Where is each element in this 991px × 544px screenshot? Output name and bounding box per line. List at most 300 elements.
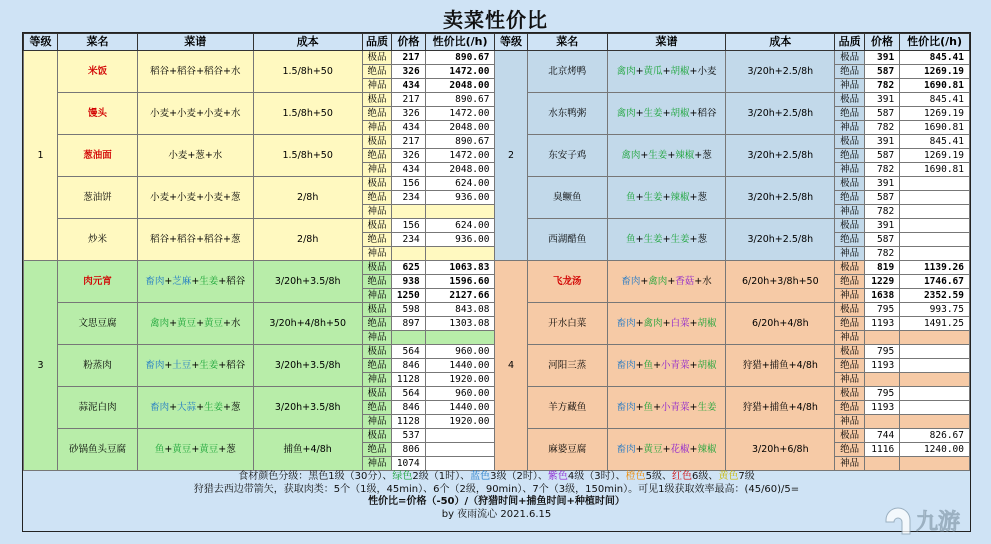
quality-label: 神品 (362, 205, 391, 219)
recipe-ingredient: 畜肉 (616, 359, 636, 371)
recipe-ingredient: 小麦 (204, 191, 224, 203)
footer-legend-segment: 4级（3时）、 (567, 471, 626, 482)
quality-label: 神品 (835, 121, 864, 135)
recipe-ingredient: +小麦 (689, 65, 717, 77)
quality-label: 绝品 (835, 359, 864, 373)
price-cell: 1074 (392, 457, 426, 471)
recipe-ingredient: 生姜 (643, 107, 663, 119)
ratio-cell: 890.67 (425, 135, 495, 149)
ratio-cell: 1690.81 (900, 79, 970, 93)
column-header: 菜名 (527, 34, 607, 51)
recipe-ingredient: +葱 (694, 149, 712, 161)
price-cell: 1250 (392, 289, 426, 303)
dish-recipe (137, 93, 253, 135)
quality-label: 极品 (835, 51, 864, 65)
dish-name: 开水白菜 (527, 303, 607, 345)
dish-cost: 捕鱼+4/8h (253, 429, 362, 471)
recipe-ingredient: 小青菜 (661, 359, 690, 371)
recipe-ingredient: 辣椒 (697, 443, 717, 455)
ratio-cell (900, 359, 970, 373)
dish-name: 葱油饼 (57, 177, 137, 219)
dish-recipe (607, 303, 725, 345)
dish-recipe (607, 177, 725, 219)
recipe-ingredient: 白菜 (670, 317, 690, 329)
footer-legend-segment: 5级、 (645, 471, 672, 482)
dish-name: 河阳三蒸 (527, 345, 607, 387)
recipe-ingredient: 小麦 (150, 107, 170, 119)
price-cell (392, 331, 426, 345)
recipe-ingredient: + (196, 233, 205, 245)
recipe-ingredient: +葱 (218, 443, 236, 455)
dish-recipe (607, 429, 725, 471)
ratio-cell: 826.67 (900, 429, 970, 443)
recipe-ingredient: 稻谷 (177, 233, 197, 245)
recipe-ingredient: + (169, 317, 178, 329)
quality-label: 神品 (835, 457, 864, 471)
ratio-cell: 1063.83 (425, 261, 495, 275)
recipe-ingredient: 胡椒 (670, 107, 690, 119)
recipe-ingredient: 稻谷 (177, 65, 197, 77)
quality-label: 绝品 (362, 317, 391, 331)
quality-label: 绝品 (835, 107, 864, 121)
ratio-cell (900, 415, 970, 429)
recipe-ingredient: 畜肉 (616, 443, 636, 455)
recipe-ingredient: + (662, 233, 671, 245)
recipe-ingredient: 小麦 (168, 149, 188, 161)
ratio-cell (425, 443, 495, 457)
recipe-ingredient: 鱼 (626, 191, 636, 203)
column-header: 菜谱 (607, 34, 725, 51)
quality-label: 神品 (362, 289, 391, 303)
dish-cost: 3/20h+3.5/8h (253, 345, 362, 387)
recipe-ingredient: + (169, 191, 178, 203)
level-cell: 4 (495, 261, 527, 471)
column-header: 价格 (864, 34, 899, 51)
ratio-cell: 1269.19 (900, 65, 970, 79)
quality-label: 神品 (362, 121, 391, 135)
dish-cost: 2/8h (253, 219, 362, 261)
price-cell: 217 (392, 51, 426, 65)
price-cell: 391 (864, 219, 899, 233)
recipe-ingredient: 稻谷 (150, 233, 170, 245)
dish-cost: 3/20h+2.5/8h (726, 177, 835, 219)
footer-legend-segment: 紫色 (547, 471, 568, 482)
recipe-ingredient: +水 (223, 317, 241, 329)
quality-label: 绝品 (362, 191, 391, 205)
dish-cost: 狩猎+捕鱼+4/8h (726, 387, 835, 429)
quality-label: 神品 (835, 373, 864, 387)
recipe-ingredient: + (164, 359, 173, 371)
dish-name: 馒头 (57, 93, 137, 135)
recipe-ingredient: 禽肉 (648, 275, 668, 287)
recipe-ingredient: 黄豆 (204, 317, 224, 329)
ratio-cell: 890.67 (425, 93, 495, 107)
recipe-ingredient: + (635, 107, 644, 119)
recipe-ingredient: + (196, 191, 205, 203)
price-cell: 795 (864, 387, 899, 401)
dish-name: 羊方藏鱼 (527, 387, 607, 429)
recipe-ingredient: +水 (694, 275, 712, 287)
quality-label: 绝品 (835, 275, 864, 289)
dish-cost: 3/20h+2.5/8h (726, 93, 835, 135)
footer-legend-segment: 红色 (671, 471, 692, 482)
price-cell: 217 (392, 135, 426, 149)
ratio-cell: 993.75 (900, 303, 970, 317)
ratio-cell (900, 177, 970, 191)
recipe-ingredient: + (662, 317, 671, 329)
price-cell: 795 (864, 303, 899, 317)
ratio-cell: 1472.00 (425, 149, 495, 163)
price-cell: 234 (392, 233, 426, 247)
price-cell: 564 (392, 345, 426, 359)
quality-label: 极品 (362, 303, 391, 317)
ratio-cell: 2352.59 (900, 289, 970, 303)
recipe-ingredient: + (196, 107, 205, 119)
recipe-ingredient: 辣椒 (675, 149, 695, 161)
quality-label: 绝品 (362, 275, 391, 289)
quality-label: 绝品 (362, 401, 391, 415)
quality-label: 极品 (835, 135, 864, 149)
recipe-ingredient: + (689, 443, 698, 455)
price-cell: 782 (864, 163, 899, 177)
quality-label: 极品 (835, 219, 864, 233)
footer-legend-segment: 3级（2时）、 (490, 471, 548, 482)
footer-line-color-legend (23, 471, 970, 484)
quality-label: 极品 (835, 387, 864, 401)
ratio-cell: 1240.00 (900, 443, 970, 457)
ratio-cell (900, 233, 970, 247)
ratio-cell: 960.00 (425, 387, 495, 401)
price-cell: 156 (392, 177, 426, 191)
recipe-ingredient: +水 (223, 107, 241, 119)
recipe-ingredient: 小麦 (204, 107, 224, 119)
grid-table (23, 33, 970, 471)
price-cell: 795 (864, 345, 899, 359)
ratio-cell (900, 219, 970, 233)
dish-cost: 6/20h+4/8h (726, 303, 835, 345)
recipe-ingredient: 生姜 (697, 401, 717, 413)
price-cell: 391 (864, 93, 899, 107)
quality-label: 极品 (362, 387, 391, 401)
recipe-ingredient: + (196, 317, 205, 329)
column-header: 品质 (835, 34, 864, 51)
quality-label: 极品 (362, 345, 391, 359)
dish-name: 蒜泥白肉 (57, 387, 137, 429)
quality-label: 绝品 (835, 317, 864, 331)
recipe-ingredient: 畜肉 (145, 359, 165, 371)
dish-cost: 6/20h+3/8h+50 (726, 261, 835, 303)
ratio-cell (900, 457, 970, 471)
recipe-ingredient: + (196, 401, 205, 413)
quality-label: 极品 (362, 93, 391, 107)
dish-recipe (607, 135, 725, 177)
quality-label: 极品 (835, 429, 864, 443)
recipe-ingredient: 土豆 (172, 359, 192, 371)
dish-name: 砂锅鱼头豆腐 (57, 429, 137, 471)
recipe-ingredient: 鱼 (626, 233, 636, 245)
recipe-ingredient: 稻谷 (150, 65, 170, 77)
dish-recipe (137, 261, 253, 303)
recipe-ingredient: +水 (204, 149, 223, 161)
footer-line-hunting: 狩猎去西边带箭矢，获取肉类：5个（1级，45min）、6个（2级，90min）、7个（3级，150min）。可见1级获取效率最高：(45/60)/5= (193, 483, 800, 495)
dish-name: 北京烤鸭 (527, 51, 607, 93)
jiuyou-watermark-logo (880, 500, 985, 540)
recipe-ingredient: 胡椒 (697, 317, 717, 329)
ratio-cell: 624.00 (425, 219, 495, 233)
recipe-ingredient: + (169, 233, 178, 245)
price-cell (864, 457, 899, 471)
footer-legend-segment: 蓝色 (470, 471, 491, 482)
ratio-cell: 624.00 (425, 177, 495, 191)
dish-cost: 3/20h+3.5/8h (253, 387, 362, 429)
ratio-cell: 1920.00 (425, 415, 495, 429)
dish-recipe (607, 93, 725, 135)
ratio-cell (900, 191, 970, 205)
quality-label: 绝品 (835, 65, 864, 79)
level-cell: 2 (495, 51, 527, 261)
ratio-cell: 845.41 (900, 93, 970, 107)
recipe-ingredient: + (191, 443, 200, 455)
recipe-ingredient: 小麦 (177, 107, 197, 119)
price-cell: 326 (392, 107, 426, 121)
dish-cost: 3/20h+2.5/8h (726, 51, 835, 93)
recipe-ingredient: 禽肉 (643, 317, 663, 329)
column-header: 等级 (24, 34, 58, 51)
price-cell: 234 (392, 191, 426, 205)
price-cell: 846 (392, 401, 426, 415)
ratio-cell: 1690.81 (900, 121, 970, 135)
price-cell: 434 (392, 79, 426, 93)
column-header: 性价比(/h) (425, 34, 495, 51)
dish-cost: 1.5/8h+50 (253, 51, 362, 93)
ratio-cell (425, 457, 495, 471)
dish-cost: 3/20h+4/8h+50 (253, 303, 362, 345)
dish-cost: 3/20h+6/8h (726, 429, 835, 471)
recipe-ingredient: +葱 (223, 191, 241, 203)
recipe-ingredient: 香菇 (675, 275, 695, 287)
recipe-ingredient: 胡椒 (670, 65, 690, 77)
recipe-ingredient: + (667, 149, 676, 161)
recipe-ingredient: 鱼 (643, 401, 654, 413)
footer-legend-segment: 橙色 (625, 471, 646, 482)
quality-label: 神品 (835, 331, 864, 345)
recipe-ingredient: 生姜 (648, 149, 668, 161)
footer-legend-segment: 黄色 (718, 471, 739, 482)
ratio-cell: 1139.26 (900, 261, 970, 275)
quality-label: 绝品 (835, 149, 864, 163)
recipe-ingredient: + (635, 317, 644, 329)
footer-line-formula: 性价比=价格（-50）/（狩猎时间+捕鱼时间+种植时间） (368, 496, 625, 507)
column-header: 性价比(/h) (900, 34, 970, 51)
ratio-cell: 1303.08 (425, 317, 495, 331)
ratio-cell (900, 331, 970, 345)
price-cell: 598 (392, 303, 426, 317)
column-header: 成本 (253, 34, 362, 51)
dish-name: 水东鸭粥 (527, 93, 607, 135)
page-title: 卖菜性价比 (443, 8, 548, 32)
ratio-cell (425, 429, 495, 443)
quality-label: 极品 (835, 177, 864, 191)
ratio-cell: 890.67 (425, 51, 495, 65)
ratio-cell (900, 205, 970, 219)
quality-label: 极品 (835, 345, 864, 359)
quality-label: 绝品 (362, 233, 391, 247)
ratio-cell: 843.08 (425, 303, 495, 317)
recipe-ingredient: 禽肉 (616, 65, 636, 77)
price-cell: 391 (864, 51, 899, 65)
column-header: 价格 (392, 34, 426, 51)
recipe-ingredient: + (640, 149, 649, 161)
recipe-ingredient: 畜肉 (616, 401, 636, 413)
recipe-ingredient: + (164, 443, 173, 455)
price-cell: 587 (864, 65, 899, 79)
recipe-ingredient: 小麦 (177, 191, 197, 203)
ratio-cell (425, 205, 495, 219)
recipe-ingredient: 畜肉 (621, 275, 641, 287)
recipe-ingredient: + (169, 65, 178, 77)
ratio-cell: 845.41 (900, 135, 970, 149)
price-cell: 391 (864, 135, 899, 149)
recipe-ingredient: + (635, 191, 644, 203)
recipe-ingredient: +稻谷 (689, 107, 717, 119)
quality-label: 神品 (835, 205, 864, 219)
price-cell: 1193 (864, 317, 899, 331)
recipe-ingredient: + (164, 275, 173, 287)
ratio-cell (900, 247, 970, 261)
price-cell: 434 (392, 163, 426, 177)
recipe-ingredient: +葱 (223, 401, 241, 413)
ratio-cell: 960.00 (425, 345, 495, 359)
dish-name: 葱油面 (57, 135, 137, 177)
recipe-ingredient: 黄瓜 (643, 65, 663, 77)
dish-recipe (137, 177, 253, 219)
recipe-ingredient: + (635, 443, 644, 455)
recipe-ingredient: 生姜 (199, 359, 219, 371)
recipe-ingredient: + (662, 65, 671, 77)
recipe-ingredient: + (635, 401, 644, 413)
ratio-cell: 1472.00 (425, 65, 495, 79)
recipe-ingredient: + (635, 359, 644, 371)
quality-label: 极品 (362, 135, 391, 149)
price-cell: 782 (864, 121, 899, 135)
ratio-cell (425, 331, 495, 345)
price-cell: 587 (864, 191, 899, 205)
recipe-ingredient: 小麦 (150, 191, 170, 203)
ratio-cell: 1269.19 (900, 149, 970, 163)
ratio-cell: 1746.67 (900, 275, 970, 289)
ratio-cell (900, 401, 970, 415)
dish-name: 臭鳜鱼 (527, 177, 607, 219)
recipe-ingredient: +葱 (689, 233, 708, 245)
quality-label: 极品 (362, 177, 391, 191)
dish-name: 西湖醋鱼 (527, 219, 607, 261)
recipe-ingredient: + (653, 401, 662, 413)
price-cell (392, 205, 426, 219)
recipe-ingredient: 黄豆 (172, 443, 192, 455)
quality-label: 绝品 (835, 443, 864, 457)
recipe-ingredient: 禽肉 (621, 149, 641, 161)
ratio-cell: 845.41 (900, 51, 970, 65)
recipe-ingredient: +稻谷 (218, 275, 246, 287)
recipe-ingredient: 鱼 (154, 443, 165, 455)
footer-legend-segment: 2级（1时）、 (412, 471, 471, 482)
price-cell: 326 (392, 65, 426, 79)
price-cell: 782 (864, 79, 899, 93)
quality-label: 绝品 (362, 65, 391, 79)
dish-recipe (607, 51, 725, 93)
recipe-ingredient: + (689, 317, 698, 329)
recipe-ingredient: 鱼 (643, 359, 654, 371)
dish-recipe (137, 51, 253, 93)
recipe-ingredient: +稻谷 (218, 359, 246, 371)
quality-label: 绝品 (362, 359, 391, 373)
price-cell: 564 (392, 387, 426, 401)
recipe-ingredient: 禽肉 (150, 317, 170, 329)
quality-label: 神品 (835, 415, 864, 429)
watermark-text: 九游 (916, 510, 961, 535)
recipe-ingredient: 葱 (195, 149, 205, 161)
price-cell: 326 (392, 149, 426, 163)
price-cell: 587 (864, 149, 899, 163)
recipe-ingredient: + (635, 65, 644, 77)
price-cell: 625 (392, 261, 426, 275)
ratio-cell: 1440.00 (425, 359, 495, 373)
quality-label: 神品 (362, 457, 391, 471)
recipe-ingredient: + (662, 443, 671, 455)
quality-label: 绝品 (835, 401, 864, 415)
quality-label: 极品 (835, 261, 864, 275)
quality-label: 极品 (835, 93, 864, 107)
price-cell: 1193 (864, 401, 899, 415)
recipe-ingredient: + (689, 401, 698, 413)
dish-recipe (607, 261, 725, 303)
footer-notes (23, 471, 970, 531)
dish-cost: 2/8h (253, 177, 362, 219)
price-cell (392, 247, 426, 261)
quality-label: 极品 (835, 303, 864, 317)
price-cell: 1638 (864, 289, 899, 303)
quality-label: 绝品 (362, 443, 391, 457)
price-cell: 938 (392, 275, 426, 289)
recipe-ingredient: + (662, 107, 671, 119)
dish-cost: 1.5/8h+50 (253, 93, 362, 135)
dish-cost: 3/20h+2.5/8h (726, 135, 835, 177)
dish-recipe (137, 387, 253, 429)
recipe-ingredient: 辣椒 (670, 191, 690, 203)
quality-label: 绝品 (362, 107, 391, 121)
table-row (24, 51, 970, 65)
price-cell: 782 (864, 205, 899, 219)
recipe-ingredient: 禽肉 (616, 107, 636, 119)
recipe-ingredient: + (640, 275, 649, 287)
price-cell: 587 (864, 233, 899, 247)
recipe-ingredient: 花椒 (670, 443, 690, 455)
recipe-ingredient: + (191, 359, 200, 371)
recipe-ingredient: 稻谷 (204, 65, 224, 77)
ratio-cell: 1491.25 (900, 317, 970, 331)
quality-label: 神品 (835, 289, 864, 303)
column-header: 成本 (726, 34, 835, 51)
dish-recipe (607, 219, 725, 261)
recipe-ingredient: + (169, 401, 178, 413)
quality-label: 神品 (835, 247, 864, 261)
price-cell: 1229 (864, 275, 899, 289)
recipe-ingredient: 小青菜 (661, 401, 690, 413)
footer-legend-segment: 6级、 (691, 471, 719, 482)
quality-label: 极品 (362, 429, 391, 443)
dish-cost: 1.5/8h+50 (253, 135, 362, 177)
quality-label: 极品 (362, 219, 391, 233)
